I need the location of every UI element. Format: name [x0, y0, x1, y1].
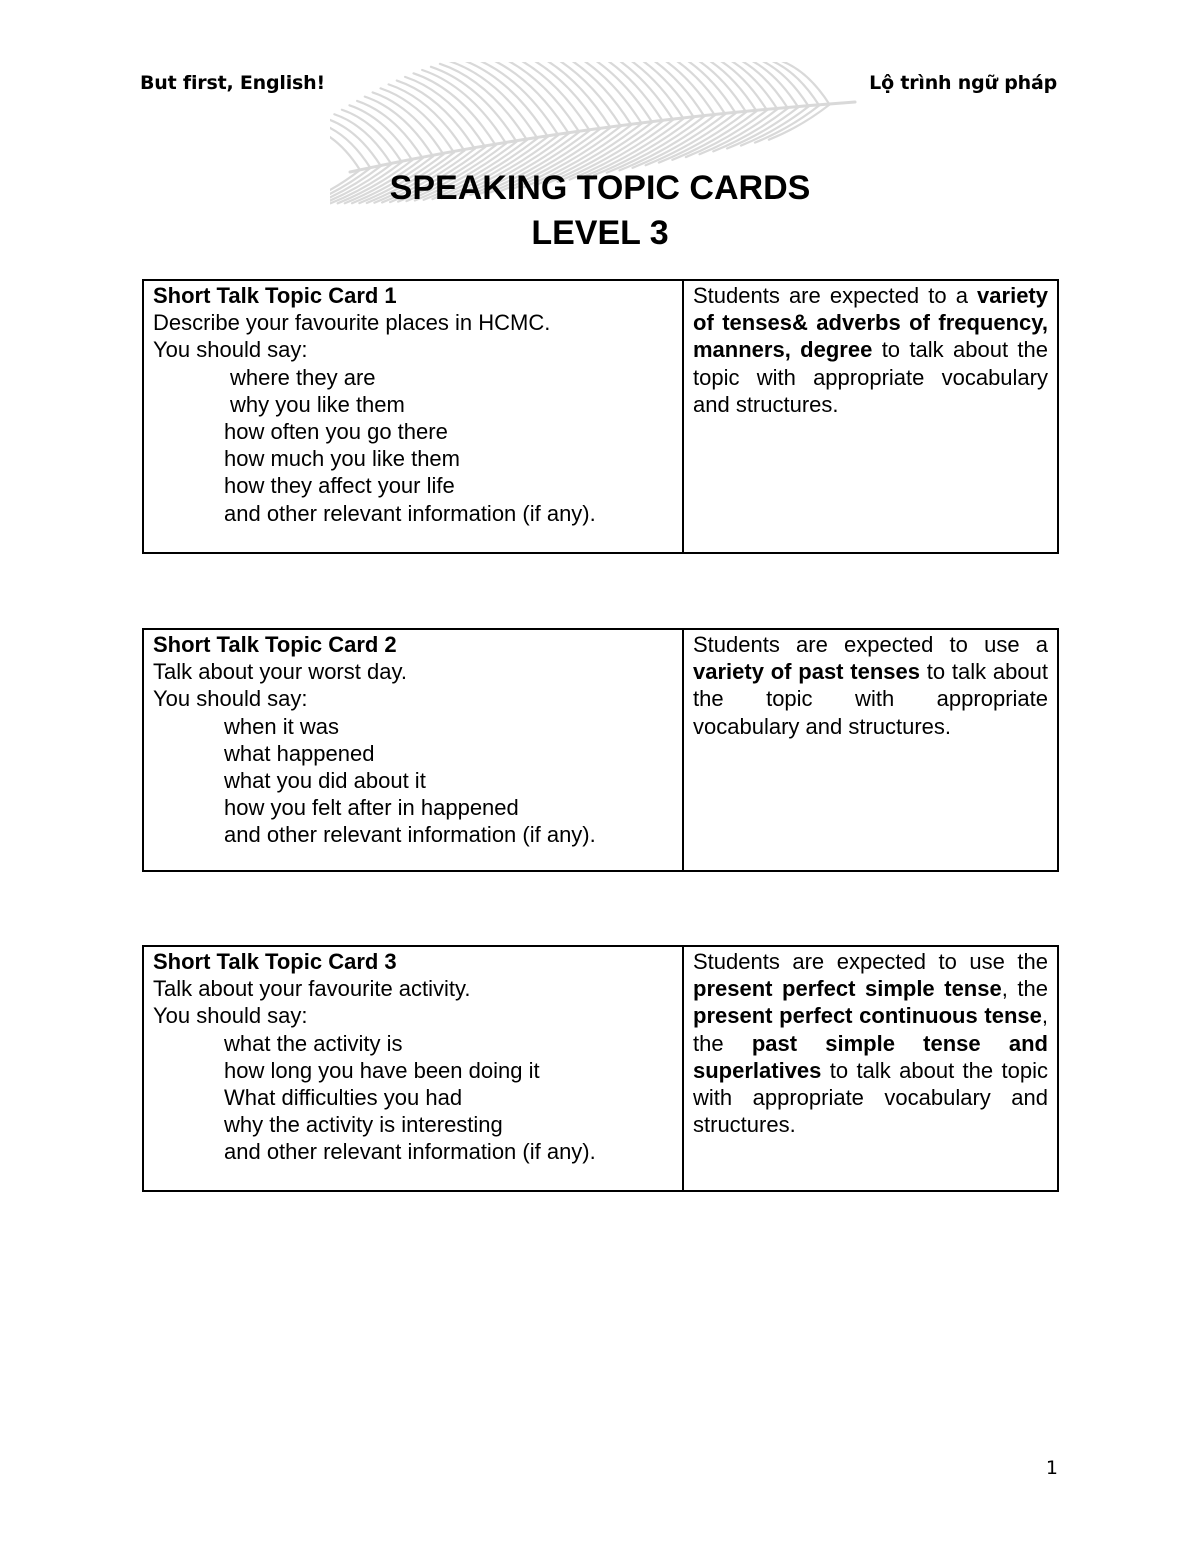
expectation-bold-text: present perfect continuous tense	[693, 1003, 1042, 1029]
card-prompt: Talk about your worst day.	[153, 659, 407, 685]
card-expectation-cell	[683, 629, 1058, 871]
card-point: what the activity is	[224, 1030, 403, 1056]
expectation-text: to talk about the topic with appropriate vocabulary and structures.	[693, 1057, 1048, 1138]
card-task-cell	[143, 946, 683, 1191]
card-heading: Short Talk Topic Card 2	[153, 632, 397, 657]
topic-card	[142, 945, 1059, 1192]
expectation-text: Students are expected to a	[693, 283, 978, 308]
card-task-cell	[143, 280, 683, 553]
card-expectation-cell	[683, 946, 1058, 1191]
topic-card	[142, 628, 1059, 872]
card-point: what you did about it	[224, 768, 426, 794]
expectation-bold-text: variety of tenses& adverbs of frequency, manners, degree	[693, 283, 1048, 363]
header-left-text: But first, English!	[140, 72, 325, 94]
card-point: and other relevant information (if any).	[224, 500, 596, 526]
card-should-say: You should say:	[153, 337, 308, 363]
card-expectation-cell	[683, 280, 1058, 553]
card-prompt: Talk about your favourite activity.	[153, 976, 471, 1002]
card-point: What difficulties you had	[224, 1085, 463, 1111]
page-number: 1	[1045, 1457, 1058, 1479]
card-point: how much you like them	[224, 446, 460, 472]
card-heading: Short Talk Topic Card 1	[153, 283, 397, 308]
expectation-text: to talk about the topic with appropriate vocabulary and structures.	[693, 659, 1048, 739]
expectation-bold-text: present perfect simple tense	[693, 976, 1002, 1002]
card-point: and other relevant information (if any).	[224, 822, 596, 848]
expectation-text: Students are expected to use a	[693, 632, 1048, 657]
card-point: when it was	[224, 713, 339, 739]
card-prompt: Describe your favourite places in HCMC.	[153, 310, 551, 336]
card-point: how often you go there	[224, 419, 448, 445]
expectation-text: , the	[1001, 976, 1048, 1002]
card-should-say: You should say:	[153, 686, 308, 712]
card-point: how you felt after in happened	[224, 795, 519, 821]
card-point: how long you have been doing it	[224, 1057, 540, 1083]
card-heading: Short Talk Topic Card 3	[153, 949, 397, 974]
expectation-text: , the	[693, 1003, 1048, 1056]
card-point: why you like them	[230, 391, 405, 417]
card-point: why the activity is interesting	[224, 1112, 503, 1138]
card-point: what happened	[224, 740, 375, 766]
card-task-cell	[143, 629, 683, 871]
card-point: where they are	[230, 364, 376, 390]
card-point: and other relevant information (if any).	[224, 1139, 596, 1165]
expectation-text: Students are expected to use the	[693, 949, 1048, 974]
expectation-bold-text: past simple tense and superlatives	[693, 1030, 1048, 1083]
page-title-line1: SPEAKING TOPIC CARDS	[389, 169, 811, 207]
expectation-bold-text: variety of past tenses	[693, 659, 920, 685]
topic-card	[142, 279, 1059, 554]
card-point: how they affect your life	[224, 473, 455, 499]
page-title-line2: LEVEL 3	[531, 214, 669, 252]
expectation-text: to talk about the topic with appropriate vocabulary and structures.	[693, 337, 1048, 417]
card-should-say: You should say:	[153, 1003, 308, 1029]
header-right-text: Lộ trình ngữ pháp	[869, 72, 1057, 94]
